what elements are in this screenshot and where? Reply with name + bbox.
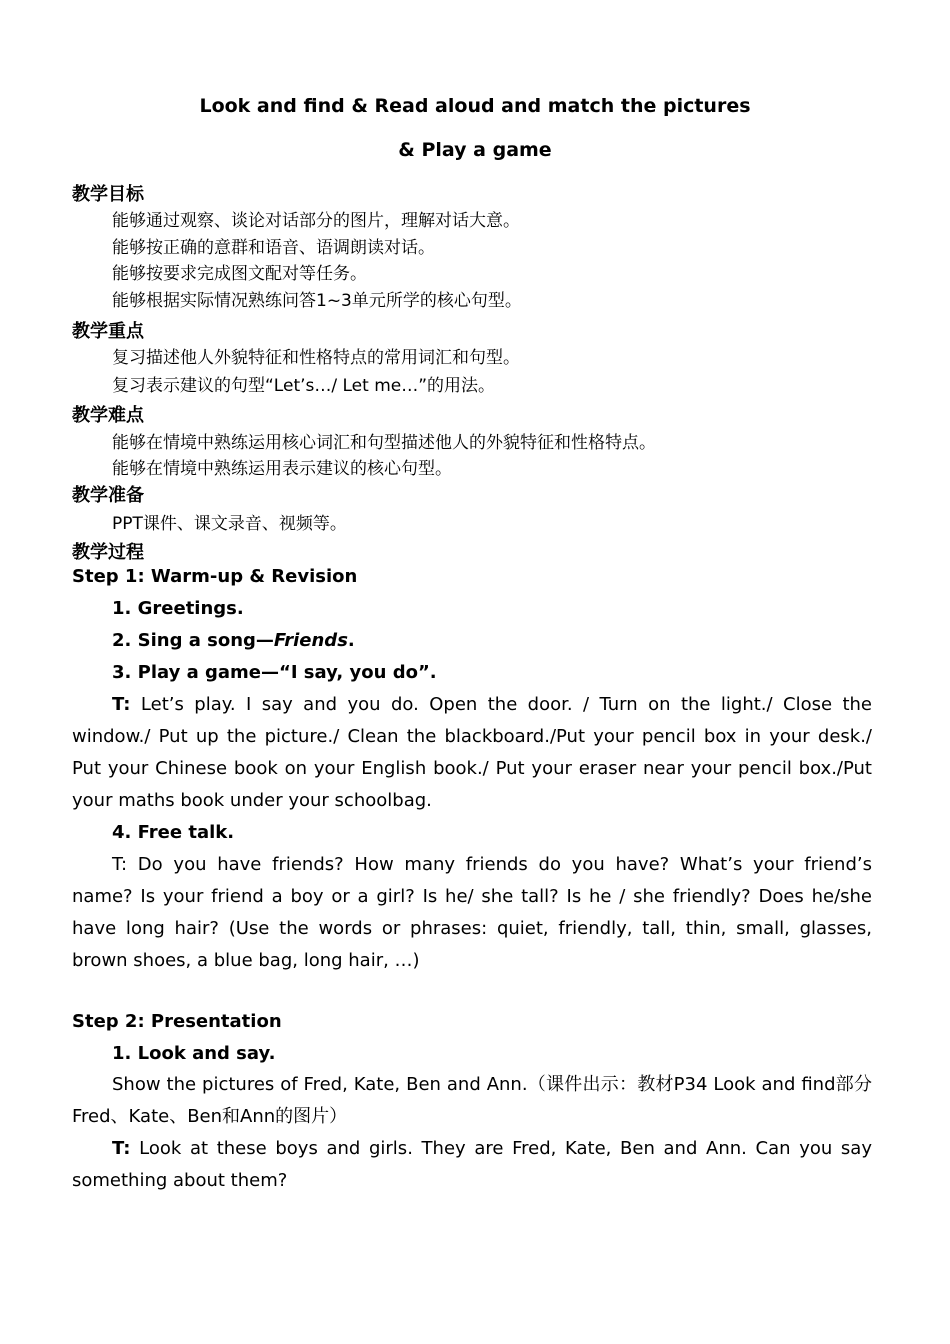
objective-item: 能够按正确的意群和语音、语调朗读对话。 [112,238,435,258]
step1-item-song [112,630,355,651]
document-subtitle: & Play a game [398,139,552,161]
key-point-item: 复习表示建议的句型“Let’s…/ Let me…”的用法。 [112,376,496,396]
song-prefix: 2. Sing a song— [112,630,274,651]
teacher-label: T: [112,1138,131,1159]
key-points-heading: 教学重点 [72,321,144,342]
difficulty-item: 能够在情境中熟练运用核心词汇和句型描述他人的外貌特征和性格特点。 [112,433,656,453]
teacher-text: Let’s play. I say and you do. Open the door. / Turn on the light./ Close the window./ Put up the picture./ Clean the blackboard./Put your pencil box in your desk./ Put your Chinese book on your English book./ Put your eraser near your pencil box./Put your maths book under your schoolbag. [72,694,872,811]
song-title: Friends [273,630,348,651]
objective-item: 能够根据实际情况熟练问答1~3单元所学的核心句型。 [112,291,522,311]
free-talk-paragraph: T: Do you have friends? How many friends do you have? What’s your friend’s name? Is your friend a boy or a girl? Is he/ she tall? Is he / she friendly? Does he/she have long hair? (Use the words or phrases: quiet, friendly, tall, thin, small, glasses, brown shoes, a blue bag, long hair, …) [72,854,872,971]
step2-show-paragraph: Show the pictures of Fred, Kate, Ben and Ann.（课件出示：教材P34 Look and find部分Fred、Kate、Ben和Ann的图片） [72,1074,872,1127]
difficulties-heading: 教学难点 [72,405,144,426]
objective-item: 能够按要求完成图文配对等任务。 [112,264,367,284]
step1-game-instructions [72,689,872,817]
teacher-label: T: [112,694,131,715]
teacher-text: Look at these boys and girls. They are Fred, Kate, Ben and Ann. Can you say something about them? [72,1138,872,1191]
objective-item: 能够通过观察、谈论对话部分的图片，理解对话大意。 [112,211,520,231]
step2-teacher-paragraph [72,1133,872,1197]
step1-item-free-talk: 4. Free talk. [112,822,235,843]
preparation-heading: 教学准备 [72,485,144,506]
objectives-heading: 教学目标 [72,184,144,205]
song-suffix: . [347,630,355,651]
difficulty-item: 能够在情境中熟练运用表示建议的核心句型。 [112,459,452,479]
step2-item-look-and-say: 1. Look and say. [112,1043,276,1064]
step2-title: Step 2: Presentation [72,1011,282,1032]
step1-item-game: 3. Play a game—“I say, you do”. [112,662,437,683]
document-title: Look and find & Read aloud and match the pictures [199,95,751,117]
process-heading: 教学过程 [72,542,144,563]
step1-title: Step 1: Warm-up & Revision [72,566,358,587]
key-point-item: 复习描述他人外貌特征和性格特点的常用词汇和句型。 [112,348,520,368]
preparation-item: PPT课件、课文录音、视频等。 [112,514,347,534]
step1-item-greetings: 1. Greetings. [112,598,244,619]
